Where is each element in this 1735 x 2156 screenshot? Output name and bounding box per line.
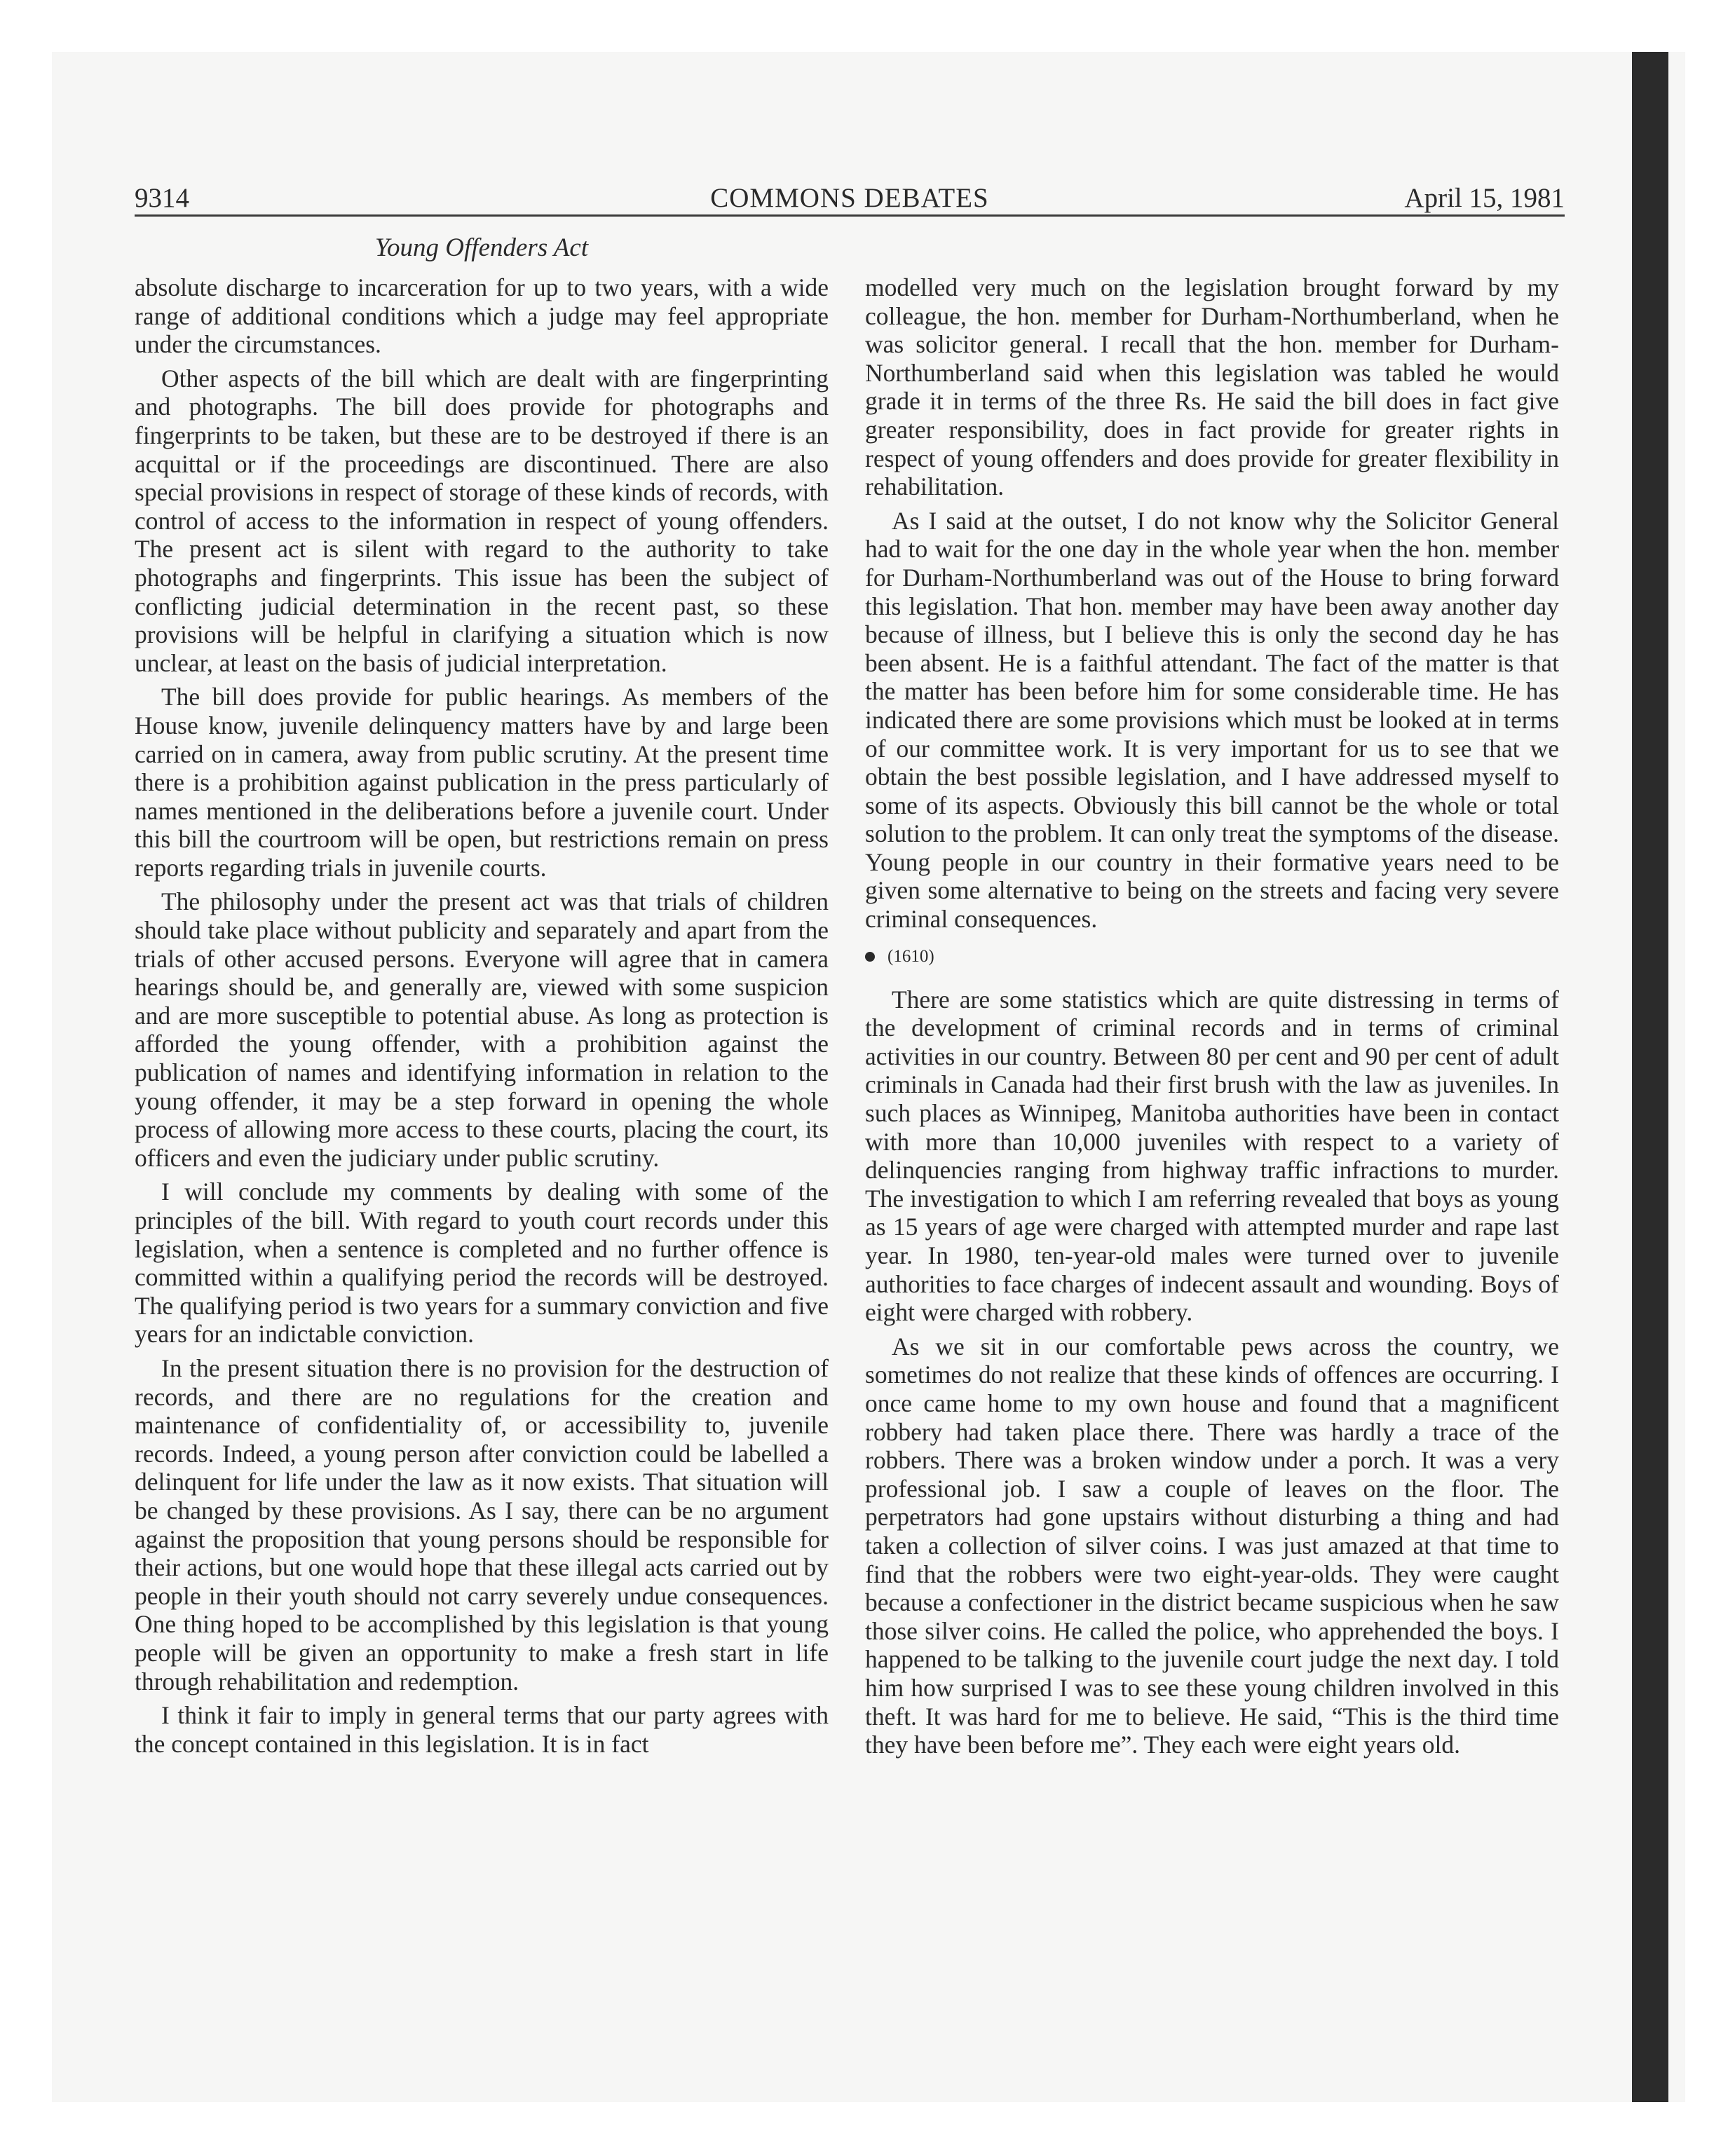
bullet-icon xyxy=(865,952,875,962)
paragraph: As we sit in our comfortable pews across the country, we sometimes do not realize that these kinds of offences are occurring. I once came home to my own house and found that a magnificent robbery had taken place there. There was hardly a trace of the robbers. There was a broken window under a porch. It was a very professional job. I saw a couple of leaves on the floor. The perpetrators had gone upstairs without disturbing a thing and had taken a collection of silver coins. I was just amazed at that time to find that the robbers were two eight-year-olds. They were caught because a confectioner in the district became suspicious when he saw those silver coins. He called the police, who apprehended the boys. I happened to be talking to the juvenile court judge the next day. I told him how surprised I was to see these young children involved in this theft. It was hard for me to believe. He said, “This is the third time they have been before me”. They each were eight years old. xyxy=(865,1332,1559,1759)
publication-date: April 15, 1981 xyxy=(1404,183,1565,213)
page-number: 9314 xyxy=(135,183,189,213)
left-column xyxy=(135,273,829,1763)
time-marker xyxy=(865,946,1559,967)
paragraph: The bill does provide for public hearings. As members of the House know, juvenile delinquency matters have by and large been carried on in camera, away from public scrutiny. At the present time there is a prohibition against publication in the press particularly of names mentioned in the deliberations before a juvenile court. Under this bill the courtroom will be open, but restrictions remain on press reports regarding trials in juvenile courts. xyxy=(135,683,829,882)
running-header xyxy=(135,181,1565,216)
header-rule xyxy=(135,214,1565,217)
section-title: Young Offenders Act xyxy=(374,233,589,262)
time-marker-label: (1610) xyxy=(887,946,934,966)
paragraph: I will conclude my comments by dealing with some of the principles of the bill. With regard to youth court records under this legislation, when a sentence is completed and no further offence is committed within a qualifying period the records will be destroyed. The qualifying period is two years for a summary conviction and five years for an indictable conviction. xyxy=(135,1178,829,1349)
right-column xyxy=(865,273,1559,1765)
paragraph: I think it fair to imply in general terms that our party agrees with the concept contained in this legislation. It is in fact xyxy=(135,1701,829,1758)
paragraph: As I said at the outset, I do not know why the Solicitor General had to wait for the one day in the whole year when the hon. member for Durham-Northumberland was out of the House to bring forward this legislation. That hon. member may have been away another day because of illness, but I believe this is only the second day he has been absent. He is a faithful attendant. The fact of the matter is that the matter has been before him for some considerable time. He has indicated there are some provisions which must be looked at in terms of our committee work. It is very important for us to see that we obtain the best possible legislation, and I have addressed myself to some of its aspects. Obviously this bill cannot be the whole or total solution to the problem. It can only treat the symptoms of the disease. Young people in our country in their formative years need to be given some alternative to being on the streets and facing very severe criminal consequences. xyxy=(865,506,1559,934)
paragraph: Other aspects of the bill which are dealt with are fingerprinting and photographs. The bill does provide for photographs and fingerprints to be taken, but these are to be destroyed if there is an acquittal or if the proceedings are discontinued. There are also special provisions in respect of storage of these kinds of records, with control of access to the information in respect of young offenders. The present act is silent with regard to the authority to take photographs and fingerprints. This issue has been the subject of conflicting judicial determination in the recent past, so these provisions will be helpful in clarifying a situation which is now unclear, at least on the basis of judicial interpretation. xyxy=(135,364,829,677)
scan-edge-bar xyxy=(1632,52,1668,2102)
paragraph: In the present situation there is no provision for the destruction of records, and there are no regulations for the creation and maintenance of confidentiality of, or accessibility to, juvenile records. Indeed, a young person after conviction could be labelled a delinquent for life under the law as it now exists. That situation will be changed by these provisions. As I say, there can be no argument against the proposition that young persons should be responsible for their actions, but one would hope that these illegal acts carried out by people in their youth should not carry severely undue consequences. One thing hoped to be accomplished by this legislation is that young people will be given an opportunity to make a fresh start in life through rehabilitation and redemption. xyxy=(135,1353,829,1696)
paragraph: absolute discharge to incarceration for up to two years, with a wide range of additional conditions which a judge may feel appropriate under the circumstances. xyxy=(135,273,829,359)
publication-title: COMMONS DEBATES xyxy=(710,183,989,213)
paragraph: modelled very much on the legislation brought forward by my colleague, the hon. member for Durham-Northumberland, when he was solicitor general. I recall that the hon. member for Durham-Northumberland said when this legislation was tabled he would grade it in terms of the three Rs. He said the bill does in fact give greater responsibility, does in fact provide for greater rights in respect of young offenders and does provide for greater flexibility in rehabilitation. xyxy=(865,273,1559,501)
paragraph: There are some statistics which are quite distressing in terms of the development of criminal records and in terms of criminal activities in our country. Between 80 per cent and 90 per cent of adult criminals in Canada had their first brush with the law as juveniles. In such places as Winnipeg, Manitoba authorities have been in contact with more than 10,000 juveniles with respect to a variety of delinquencies ranging from highway traffic infractions to murder. The investigation to which I am referring revealed that boys as young as 15 years of age were charged with attempted murder and rape last year. In 1980, ten-year-old males were turned over to juvenile authorities to face charges of indecent assault and wounding. Boys of eight were charged with robbery. xyxy=(865,985,1559,1327)
paragraph: The philosophy under the present act was that trials of children should take place without publicity and separately and apart from the trials of other accused persons. Everyone will agree that in camera hearings should be, and generally are, viewed with some suspicion and are more susceptible to potential abuse. As long as protection is afforded the young offender, with a prohibition against the publication of names and identifying information in relation to the young offender, it may be a step forward in opening the whole process of allowing more access to these courts, placing the court, its officers and even the judiciary under public scrutiny. xyxy=(135,887,829,1172)
